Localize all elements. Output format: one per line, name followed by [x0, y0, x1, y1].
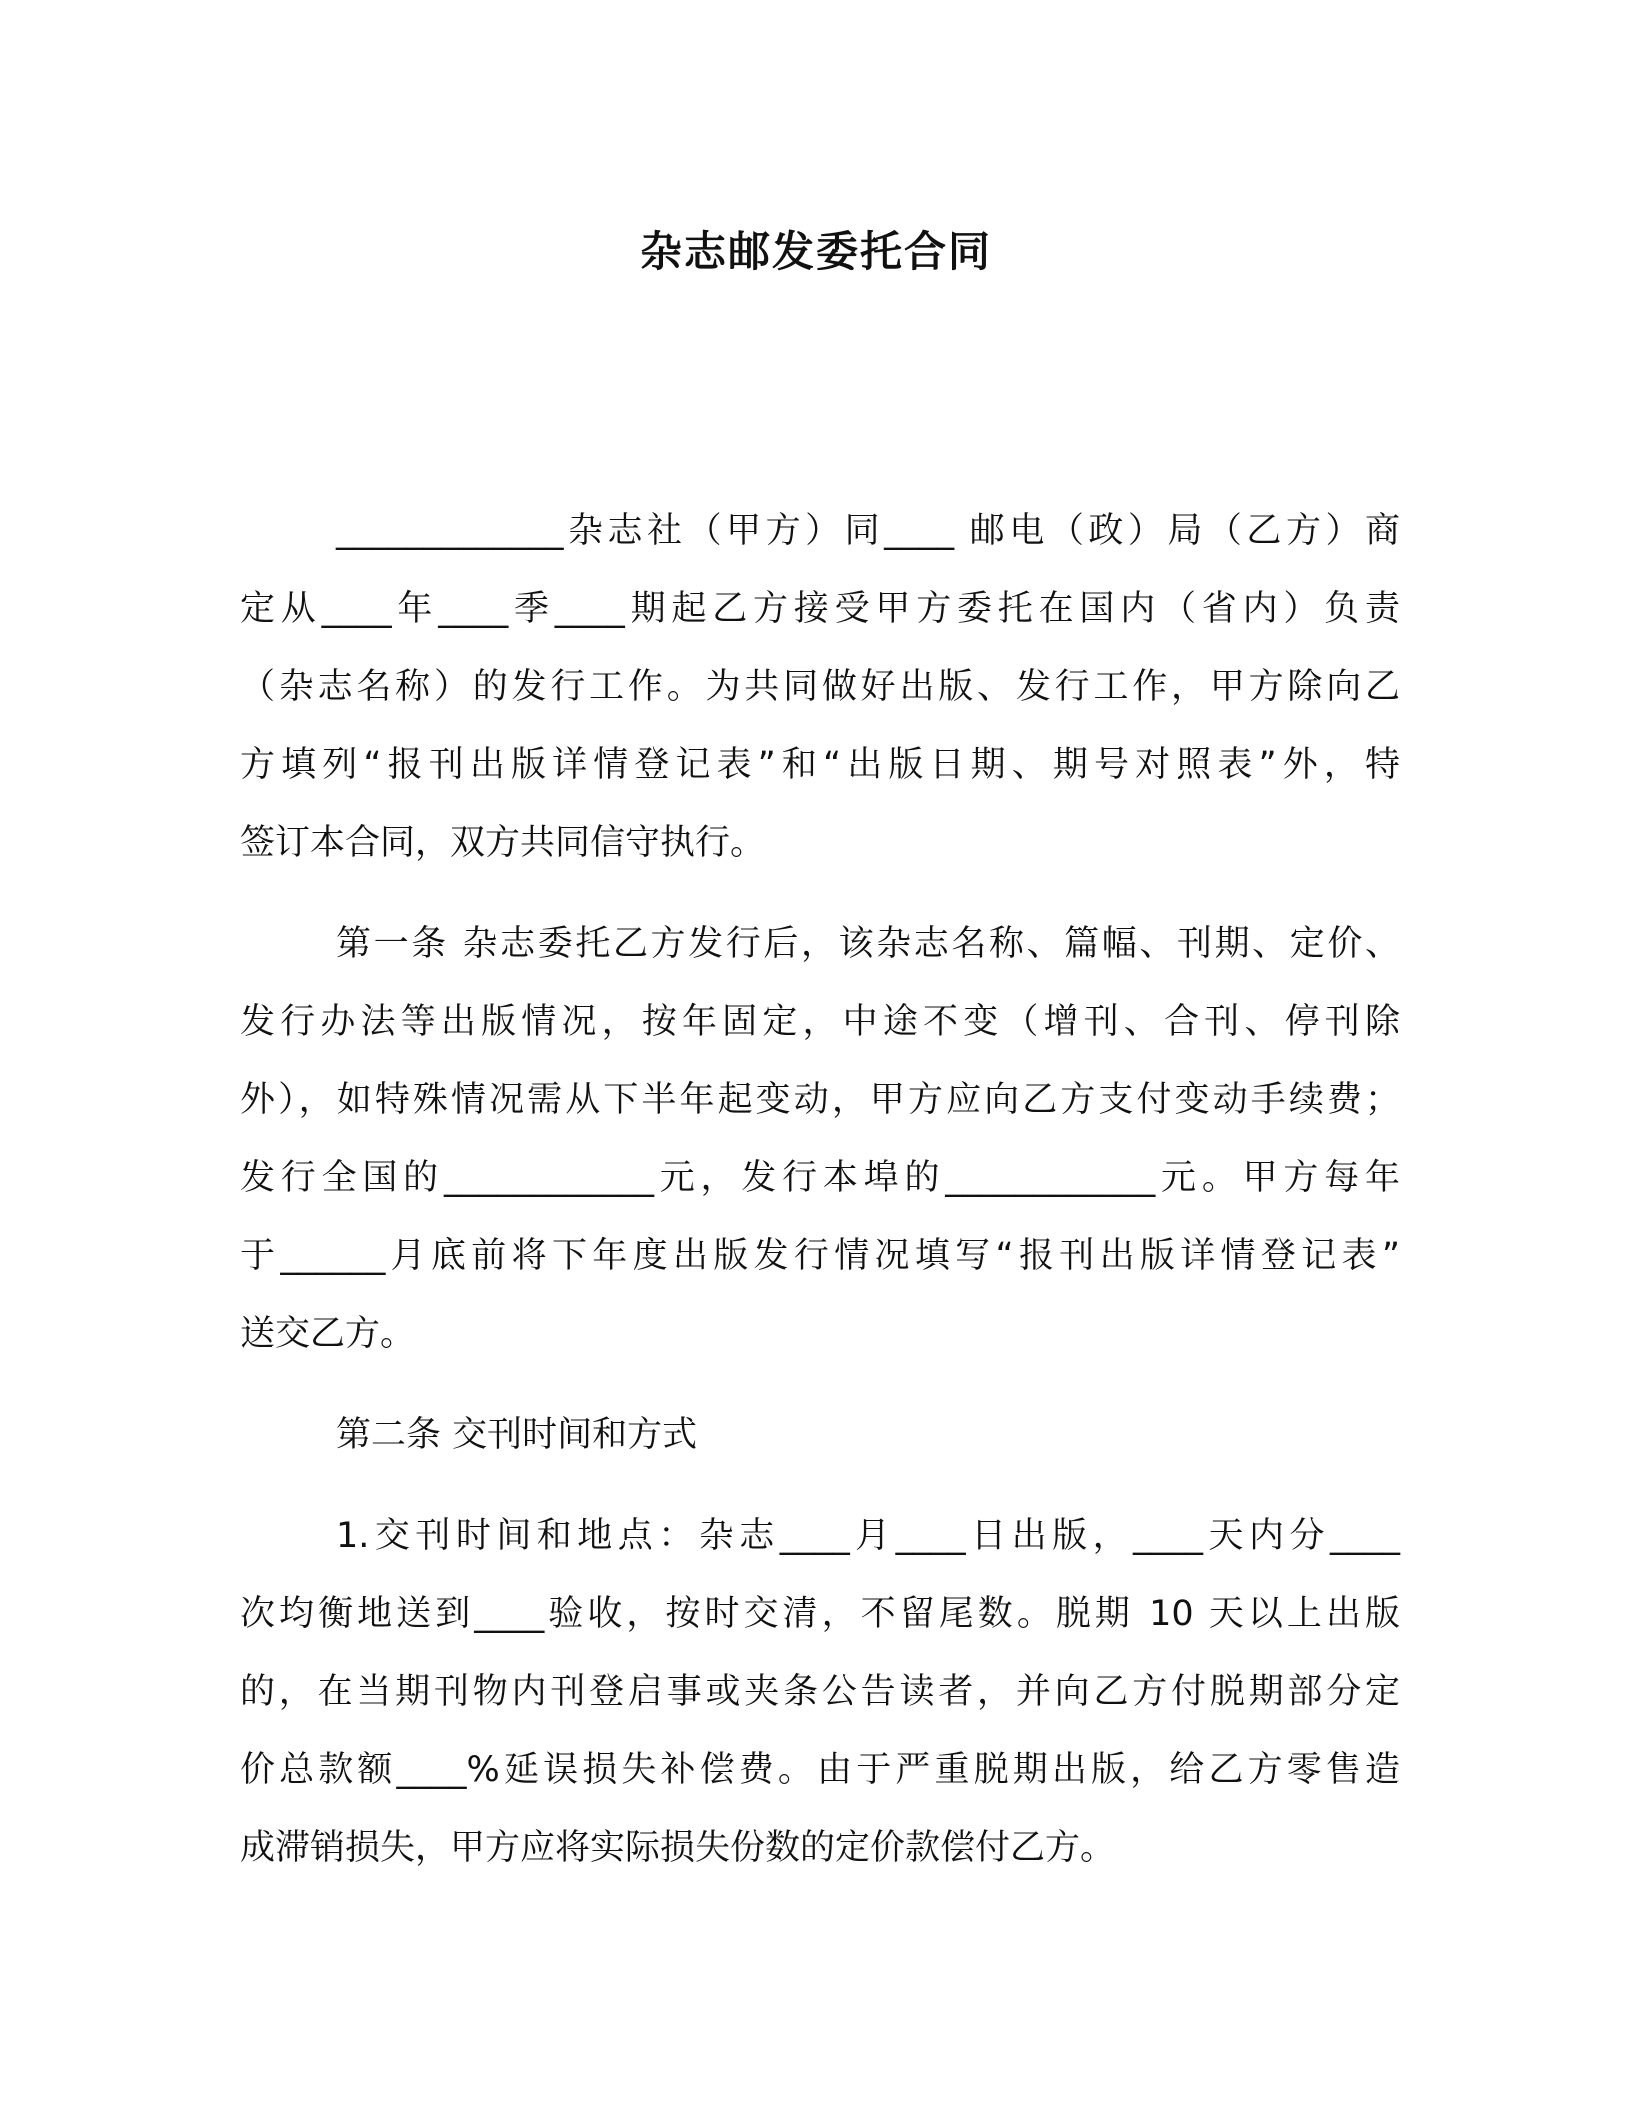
- text-line: 发行全国的____________元，发行本埠的____________元。甲方每年: [240, 1158, 1400, 1198]
- document-title: 杂志邮发委托合同: [639, 227, 992, 276]
- text-line: 签订本合同，双方共同信守执行。: [240, 823, 766, 863]
- text-line: 1.交刊时间和地点：杂志____月____日出版，____天内分____: [336, 1516, 1400, 1556]
- text-line: 的，在当期刊物内刊登启事或夹条公告读者，并向乙方付脱期部分定: [240, 1672, 1400, 1712]
- text-line: 定从____年____季____期起乙方接受甲方委托在国内（省内）负责: [240, 589, 1400, 629]
- text-line: 成滞销损失，甲方应将实际损失份数的定价款偿付乙方。: [240, 1828, 1116, 1868]
- text-line: _____________杂志社（甲方）同____ 邮电（政）局（乙方）商: [336, 511, 1400, 551]
- document-body: [240, 492, 1400, 1910]
- text-line: （杂志名称）的发行工作。为共同做好出版、发行工作，甲方除向乙: [240, 667, 1400, 707]
- text-line: 次均衡地送到____验收，按时交清，不留尾数。脱期 10 天以上出版: [240, 1594, 1400, 1634]
- text-line: 发行办法等出版情况，按年固定，中途不变（增刊、合刊、停刊除: [240, 1002, 1400, 1042]
- text-line: 第一条 杂志委托乙方发行后，该杂志名称、篇幅、刊期、定价、: [336, 924, 1400, 964]
- paragraph-article-2-heading: [240, 1396, 1400, 1474]
- text-line: 送交乙方。: [240, 1314, 416, 1354]
- text-line: 方填列“报刊出版详情登记表”和“出版日期、期号对照表”外，特: [240, 745, 1400, 785]
- paragraph-article-2-item-1: [240, 1497, 1400, 1887]
- paragraph-preamble: [240, 492, 1400, 882]
- paragraph-article-1: [240, 905, 1400, 1373]
- section-heading: 第二条 交刊时间和方式: [336, 1415, 698, 1455]
- text-line: 价总款额____%延误损失补偿费。由于严重脱期出版，给乙方零售造: [240, 1750, 1400, 1790]
- text-line: 于______月底前将下年度出版发行情况填写“报刊出版详情登记表”: [240, 1236, 1400, 1276]
- text-line: 外），如特殊情况需从下半年起变动，甲方应向乙方支付变动手续费；: [240, 1080, 1400, 1120]
